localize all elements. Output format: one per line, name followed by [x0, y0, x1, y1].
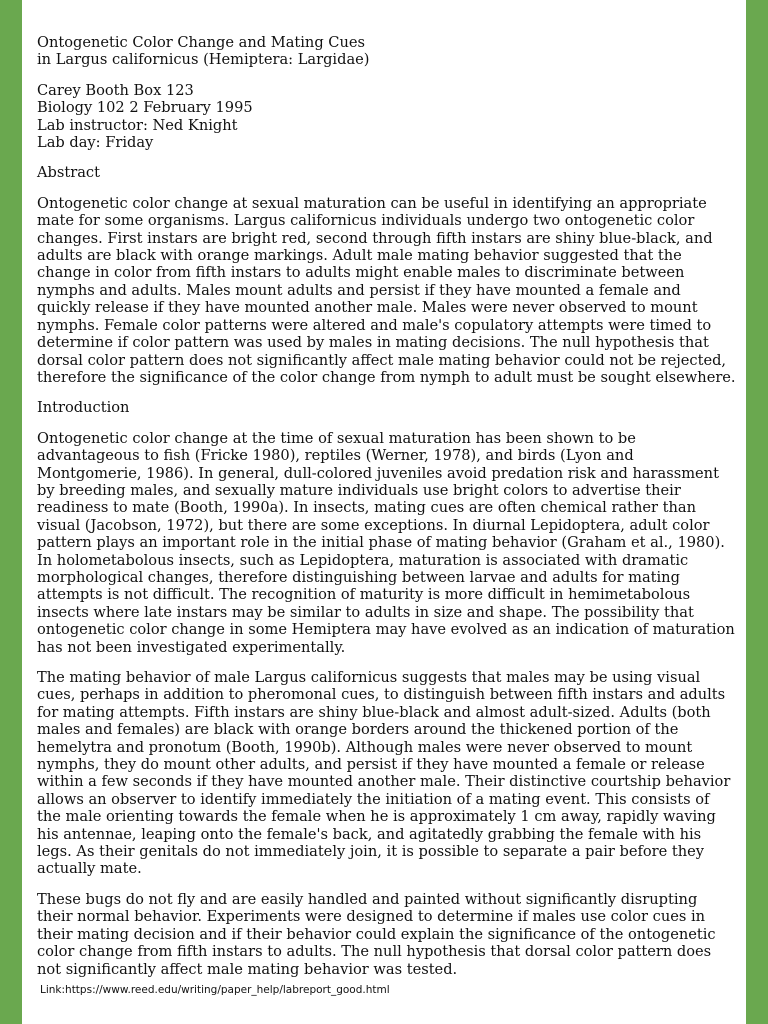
abstract-heading: Abstract — [37, 164, 100, 182]
lab-day-line: Lab day: Friday — [37, 134, 154, 152]
abstract-paragraph: Ontogenetic color change at sexual maturation can be useful in identifying an appropriate mate for some organisms. Largus californicus individuals undergo two ontogenetic color changes. First instars are bright red, second through fifth instars are shiny blue-black, and adults are black with orange markings. Adult male mating behavior suggested that the change in color from fifth instars to adults might enable males to discriminate between nymphs and adults. Males mount adults and persist if they have mounted a female and quickly release if they have mounted another male. Males were never observed to mount nymphs. Female color patterns were altered and male's copulatory attempts were timed to determine if color pattern was used by males in mating decisions. The null hypothesis that dorsal color pattern does not significantly affect male mating behavior could not be rejected, therefore the significance of the color change from nymph to adult must be sought elsewhere. — [37, 194, 736, 386]
introduction-heading: Introduction — [37, 399, 130, 417]
intro-paragraph-2: The mating behavior of male Largus californicus suggests that males may be using visual cues, perhaps in addition to pheromonal cues, to distinguish between fifth instars and adults for mating attempts. Fifth instars are shiny blue-black and almost adult-sized. Adults (both males and females) are black with orange borders around the thickened portion of the hemelytra and pronotum (Booth, 1990b). Although males were never observed to mount nymphs, they do mount other adults, and persist if they have mounted a female or release within a few seconds if they have mounted another male. Their distinctive courtship behavior allows an observer to identify immediately the initiation of a mating event. This consists of the male orienting towards the female when he is approximately 1 cm away, rapidly waving his antennae, leaping onto the female's back, and agitatedly grabbing the female with his legs. As their genitals do not immediately join, it is possible to separate a pair before they actually mate. — [37, 669, 731, 878]
author-line: Carey Booth Box 123 — [37, 81, 194, 99]
lab-instructor-line: Lab instructor: Ned Knight — [37, 116, 238, 134]
paper-title — [37, 34, 737, 69]
course-date-line: Biology 102 2 February 1995 — [37, 99, 253, 117]
document-content — [37, 34, 737, 991]
document-page — [22, 0, 746, 1024]
author-info — [37, 82, 737, 152]
intro-paragraph-1: Ontogenetic color change at the time of sexual maturation has been shown to be advantageous to fish (Fricke 1980), reptiles (Werner, 1978), and birds (Lyon and Montgomerie, 1986). In general, dull-colored juveniles avoid predation risk and harassment by breeding males, and sexually mature individuals use bright colors to advertise their readiness to mate (Booth, 1990a). In insects, mating cues are often chemical rather than visual (Jacobson, 1972), but there are some exceptions. In diurnal Lepidoptera, adult color pattern plays an important role in the initial phase of mating behavior (Graham et al., 1980). In holometabolous insects, such as Lepidoptera, maturation is associated with dramatic morphological changes, therefore distinguishing between larvae and adults for mating attempts is not difficult. The recognition of maturity is more difficult in hemimetabolous insects where late instars may be similar to adults in size and shape. The possibility that ontogenetic color change in some Hemiptera may have evolved as an indication of maturation has not been investigated experimentally. — [37, 429, 735, 656]
source-link[interactable]: Link:https://www.reed.edu/writing/paper_help/labreport_good.html — [40, 984, 390, 996]
title-line-2: in Largus californicus (Hemiptera: Largidae) — [37, 51, 370, 69]
intro-paragraph-3: These bugs do not fly and are easily handled and painted without significantly disrupting their normal behavior. Experiments were designed to determine if males use color cues in their mating decision and if their behavior could explain the significance of the ontogenetic color change from fifth instars to adults. The null hypothesis that dorsal color pattern does not significantly affect male mating behavior was tested. — [37, 890, 716, 978]
title-line-1: Ontogenetic Color Change and Mating Cues — [37, 34, 366, 51]
